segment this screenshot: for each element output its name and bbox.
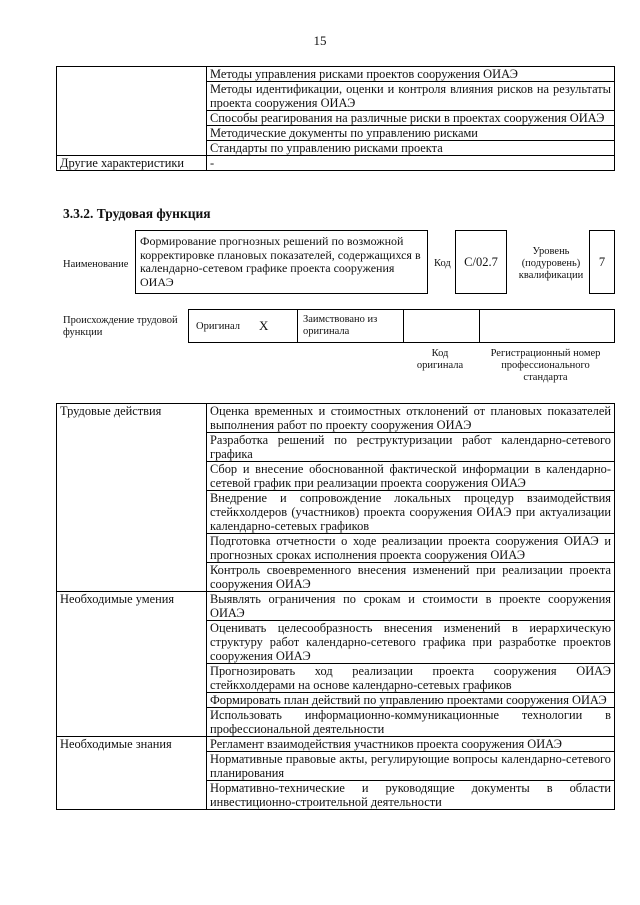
table-cell: Сбор и внесение обоснованной фактической информации в календарно-сетевой график при реализации проекта сооружения ОИАЭ (207, 462, 615, 491)
table-row (57, 592, 615, 621)
table-cell: Контроль своевременного внесения изменений при реализации проекта сооружения ОИАЭ (207, 563, 615, 592)
table-row (57, 67, 615, 82)
table-cell: Методические документы по управлению рисками (207, 126, 615, 141)
code-caption: Код оригинала (416, 348, 464, 371)
borrowed-label: Заимствовано из оригинала (303, 314, 378, 337)
level-label: Уровень (подуровень) квалификации (518, 246, 584, 281)
original-label: Оригинал (196, 321, 240, 332)
table-cell: Использовать информационно-коммуникационные технологии в профессиональной деятельности (207, 708, 615, 737)
level-box (589, 230, 615, 294)
origin-row (188, 309, 615, 343)
top-table (56, 66, 615, 171)
table-cell: Методы управления рисками проектов сооружения ОИАЭ (207, 67, 615, 82)
table-cell: Прогнозировать ход реализации проекта сооружения ОИАЭ стейкхолдерами на основе календарно-сетевых графиков (207, 664, 615, 693)
table-row (57, 404, 615, 433)
table-cell: - (207, 156, 615, 171)
table-cell: Выявлять ограничения по срокам и стоимости в проекте сооружения ОИАЭ (207, 592, 615, 621)
main-table (56, 403, 615, 810)
section-label: Необходимые умения (57, 592, 207, 737)
name-label: Наименование (63, 259, 129, 270)
empty-label-cell (57, 67, 207, 156)
table-cell: Оценка временных и стоимостных отклонений от плановых показателей выполнения работ по проекту сооружения ОИАЭ (207, 404, 615, 433)
name-box (135, 230, 428, 294)
origin-label: Происхождение трудовой функции (63, 315, 178, 338)
table-cell: Внедрение и сопровождение локальных процедур взаимодействия стейкхолдеров (участников) проекта сооружения ОИАЭ при актуализации календарно-сетевых графиков (207, 491, 615, 534)
page-number: 15 (313, 33, 327, 48)
divider (403, 310, 404, 342)
divider (297, 310, 298, 342)
code-value: C/02.7 (464, 254, 498, 269)
reg-caption: Регистрационный номер профессионального стандарта (490, 348, 601, 383)
row-label: Другие характеристики (57, 156, 207, 171)
divider (479, 310, 480, 342)
level-value: 7 (598, 254, 606, 269)
table-cell: Стандарты по управлению рисками проекта (207, 141, 615, 156)
table-cell: Способы реагирования на различные риски в проектах сооружения ОИАЭ (207, 111, 615, 126)
code-box (455, 230, 507, 294)
original-mark: X (259, 318, 269, 333)
name-value: Формирование прогнозных решений по возможной корректировке плановых показателей, содержащихся в календарно-сетевом графике проекта сооружения ОИАЭ (140, 234, 421, 289)
table-cell: Нормативно-технические и руководящие документы в области инвестиционно-строительной деятельности (207, 781, 615, 810)
table-cell: Оценивать целесообразность внесения изменений в иерархическую структуру работ календарно-сетевого графика при разработке проектов сооружения ОИАЭ (207, 621, 615, 664)
table-row (57, 156, 615, 171)
table-cell: Методы идентификации, оценки и контроля влияния рисков на результаты проекта сооружения ОИАЭ (207, 82, 615, 111)
section-title: 3.3.2. Трудовая функция (63, 206, 211, 221)
table-cell: Разработка решений по реструктуризации работ календарно-сетевого графика (207, 433, 615, 462)
section-label: Трудовые действия (57, 404, 207, 592)
table-cell: Формировать план действий по управлению проектами сооружения ОИАЭ (207, 693, 615, 708)
table-row (57, 737, 615, 752)
table-cell: Нормативные правовые акты, регулирующие вопросы календарно-сетевого планирования (207, 752, 615, 781)
table-cell: Регламент взаимодействия участников проекта сооружения ОИАЭ (207, 737, 615, 752)
table-cell: Подготовка отчетности о ходе реализации проекта сооружения ОИАЭ и прогнозных сроках исполнения проекта сооружения ОИАЭ (207, 534, 615, 563)
code-label: Код (434, 258, 451, 269)
section-label: Необходимые знания (57, 737, 207, 810)
